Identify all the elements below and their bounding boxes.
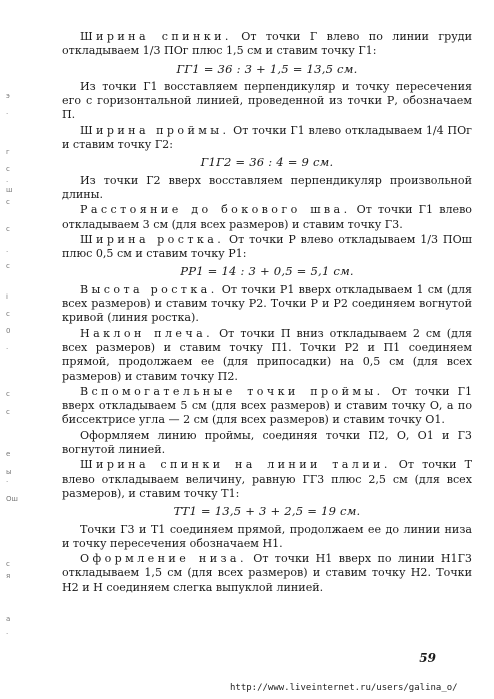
margin-mark: с	[6, 560, 10, 568]
section-heading: Вспомогательные точки проймы.	[80, 384, 384, 398]
margin-mark: ·	[6, 248, 9, 256]
margin-mark: Ош	[6, 495, 18, 503]
paragraph	[62, 124, 472, 153]
formula: ТТ1 = 13,5 + 3 + 2,5 = 19 см.	[173, 504, 361, 519]
paragraph-text: От точки Г1 влево откладываем 1/4 ПОг и ставим точку Г2:	[62, 123, 472, 152]
margin-mark: с	[6, 310, 10, 318]
section-heading: Ширина спинки.	[80, 30, 232, 43]
paragraph	[62, 233, 472, 262]
margin-mark: с	[6, 390, 10, 398]
paragraph	[62, 458, 472, 501]
margin-mark: ш	[6, 186, 13, 194]
margin-mark: ы	[6, 468, 12, 476]
paragraph-text: От точки Р влево откладываем 1/3 ПОш плюс 0,5 см и ставим точку Р1:	[62, 232, 472, 261]
paragraph	[62, 30, 472, 59]
section-heading: Оформление низа.	[80, 552, 247, 566]
margin-mark: г	[6, 148, 10, 156]
section-heading: Ширина проймы.	[80, 123, 230, 137]
margin-mark: а	[6, 615, 11, 623]
section-heading: Ширина ростка.	[80, 232, 225, 246]
paragraph-text: Оформляем линию проймы, соединяя точки П2, О, О1 и Г3 вогнутой линией.	[62, 428, 472, 457]
paragraph	[62, 385, 472, 428]
section-heading: Расстояние до бокового шва.	[80, 203, 351, 217]
margin-mark: с	[6, 198, 10, 206]
margin-mark: ·	[6, 478, 9, 486]
paragraph	[62, 283, 472, 326]
margin-mark: ·	[6, 178, 9, 186]
margin-mark: с	[6, 408, 10, 416]
formula: Г1Г2 = 36 : 4 = 9 см.	[200, 155, 334, 170]
margin-mark: с	[6, 262, 10, 270]
section-heading: Высота ростка.	[80, 282, 218, 296]
paragraph	[62, 552, 472, 595]
footer-url[interactable]: http://www.liveinternet.ru/users/galina_o/	[230, 683, 458, 693]
paragraph	[62, 80, 472, 123]
formula: ГГ1 = 36 : 3 + 1,5 = 13,5 см.	[176, 61, 358, 76]
paragraph-text: От точки Т влево откладываем величину, равную ГГ3 плюс 2,5 см (для всех размеров), и ставим точку Т1:	[62, 458, 472, 500]
margin-notes	[6, 0, 36, 699]
paragraph	[62, 203, 472, 232]
paragraph-text: Из точки Г1 восставляем перпендикуляр и точку пересечения его с горизонтальной линией, проведенной из точки Р, обозначаем П.	[62, 79, 472, 122]
margin-mark: 0	[6, 327, 11, 335]
paragraph-text: От точки Н1 вверх по линии Н1Г3 откладываем 1,5 см (для всех размеров) и ставим точку Н2. Точки Н2 и Н соединяем слегка выпуклой линией.	[62, 552, 472, 594]
section-heading: Наклон плеча.	[80, 326, 214, 340]
formula: РР1 = 14 : 3 + 0,5 = 5,1 см.	[180, 264, 354, 279]
margin-mark: ·	[6, 630, 9, 638]
margin-mark: ·	[6, 345, 9, 353]
margin-mark: ·	[6, 110, 9, 118]
paragraph-text: От точки Г1 вверх откладываем 5 см (для всех размеров) и ставим точку О, а по биссектрисе угла — 2 см (для всех размеров) и ставим точку О1.	[62, 384, 473, 427]
page-number: 59	[419, 651, 436, 665]
paragraph	[62, 327, 472, 384]
margin-mark: е	[6, 450, 11, 458]
margin-mark: і	[6, 293, 8, 301]
paragraph-text: От точки Г влево по линии груди откладываем 1/3 ПОг плюс 1,5 см и ставим точку Г1:	[62, 30, 473, 58]
paragraph	[62, 523, 472, 552]
body-text	[62, 30, 472, 595]
section-heading: Ширина спинки на линии талии.	[80, 458, 391, 472]
paragraph-text: Точки Г3 и Т1 соединяем прямой, продолжаем ее до линии низа и точку пересечения обозначаем Н1.	[62, 522, 472, 550]
margin-mark: с	[6, 165, 10, 173]
paragraph	[62, 429, 472, 458]
paragraph-text: От точки П вниз откладываем 2 см (для всех размеров) и ставим точку П1. Точки Р2 и П1 соединяем прямой, продолжаем ее (для припосадки) на 0,5 см (для всех размеров) и ставим точку П2.	[62, 326, 472, 383]
margin-mark: я	[6, 572, 11, 580]
paragraph-text: Из точки Г2 вверх восставляем перпендикуляр произвольной длины.	[62, 173, 472, 201]
paragraph	[62, 174, 472, 203]
paragraph-text: От точки Г1 влево откладываем 3 см (для всех размеров) и ставим точку Г3.	[62, 203, 472, 231]
paragraph-text: От точки Р1 вверх откладываем 1 см (для всех размеров) и ставим точку Р2. Точки Р и Р2 соединяем вогнутой кривой (линия ростка).	[62, 282, 472, 325]
margin-mark: э	[6, 92, 10, 100]
margin-mark: с	[6, 225, 10, 233]
